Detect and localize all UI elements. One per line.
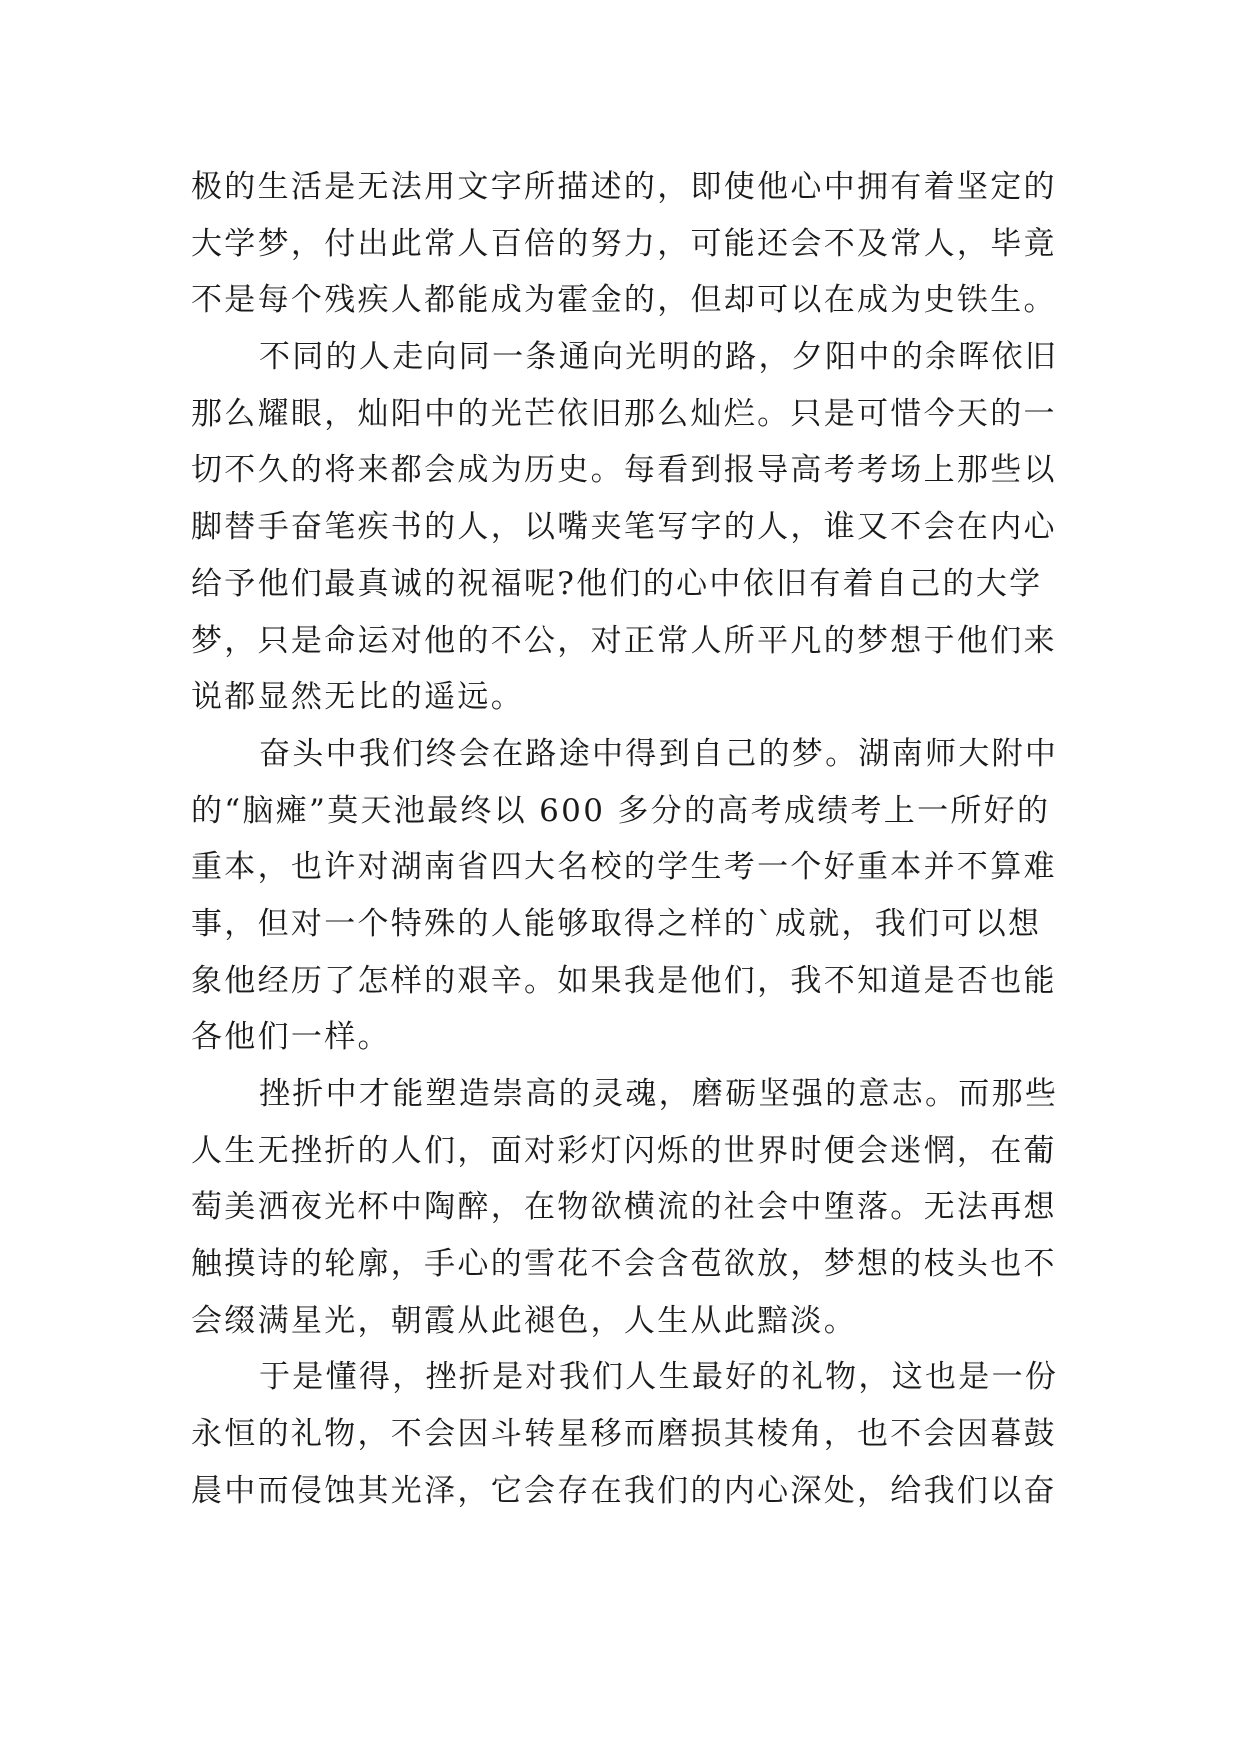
text-line: 说都显然无比的遥远。 — [191, 679, 524, 716]
text-line: 人生无挫折的人们，面对彩灯闪烁的世界时便会迷惘，在葡 — [191, 1132, 1057, 1169]
body-text — [191, 159, 1061, 1520]
text-line: 会缀满星光，朝霞从此褪色，人生从此黯淡。 — [191, 1302, 857, 1339]
text-line: 切不久的将来都会成为历史。每看到报导高考考场上那些以 — [191, 452, 1057, 489]
text-line: 大学梦，付出此常人百倍的努力，可能还会不及常人，毕竟 — [191, 225, 1057, 262]
text-line: 给予他们最真诚的祝福呢?他们的心中依旧有着自己的大学 — [191, 565, 1043, 602]
text-line: 那么耀眼，灿阳中的光芒依旧那么灿烂。只是可惜今天的一 — [191, 395, 1057, 432]
text-line: 的“脑瘫”莫天池最终以 600 多分的高考成绩考上一所好的 — [191, 792, 1051, 829]
text-line: 事，但对一个特殊的人能够取得之样的`成就，我们可以想 — [191, 905, 1042, 942]
text-line: 永恒的礼物，不会因斗转星移而磨损其棱角，也不会因暮鼓 — [191, 1416, 1057, 1453]
paragraph-first-line: 不同的人走向同一条通向光明的路，夕阳中的余晖依旧 — [259, 339, 1059, 376]
paragraph-first-line: 奋头中我们终会在路途中得到自己的梦。湖南师大附中 — [259, 735, 1059, 772]
text-line: 极的生活是无法用文字所描述的，即使他心中拥有着坚定的 — [191, 169, 1057, 205]
text-line: 晨中而侵蚀其光泽，它会存在我们的内心深处，给我们以奋 — [191, 1472, 1057, 1509]
text-line: 重本，也许对湖南省四大名校的学生考一个好重本并不算难 — [191, 849, 1057, 886]
paragraph-first-line: 于是懂得，挫折是对我们人生最好的礼物，这也是一份 — [259, 1359, 1059, 1396]
text-line: 脚替手奋笔疾书的人，以嘴夹笔写字的人，谁又不会在内心 — [191, 509, 1057, 546]
text-line: 梦，只是命运对他的不公，对正常人所平凡的梦想于他们来 — [191, 622, 1057, 659]
text-line: 不是每个残疾人都能成为霍金的，但却可以在成为史铁生。 — [191, 282, 1057, 319]
text-line: 各他们一样。 — [191, 1019, 391, 1056]
text-line: 萄美洒夜光杯中陶醉，在物欲横流的社会中堕落。无法再想 — [191, 1189, 1057, 1226]
text-line: 触摸诗的轮廓，手心的雪花不会含苞欲放，梦想的枝头也不 — [191, 1246, 1057, 1283]
text-line: 象他经历了怎样的艰辛。如果我是他们，我不知道是否也能 — [191, 962, 1057, 999]
paragraph-first-line: 挫折中才能塑造崇高的灵魂，磨砺坚强的意志。而那些 — [259, 1076, 1059, 1112]
